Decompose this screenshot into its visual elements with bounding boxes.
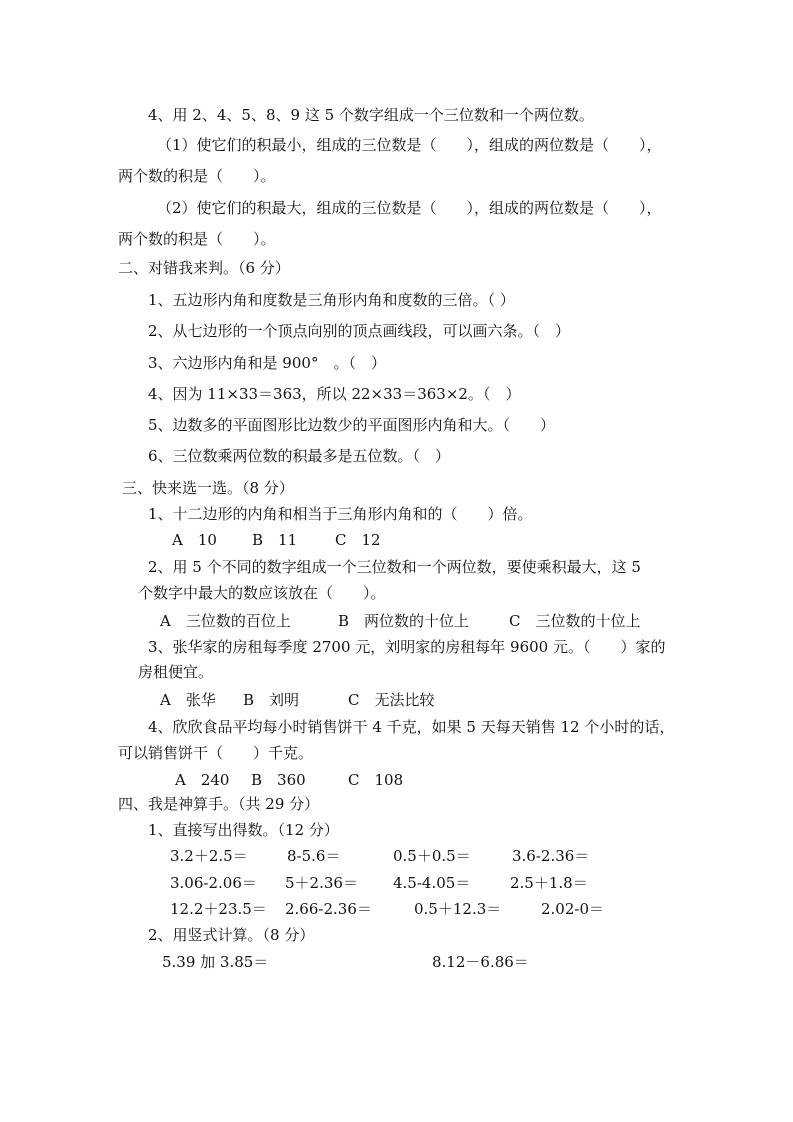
section4-sub2: 2、用竖式计算。（8 分） <box>148 926 315 944</box>
section3-q1: 1、十二边形的内角和相当于三角形内角和的（ ）倍。 <box>148 505 533 523</box>
calc-cell: 2.66-2.36＝ <box>285 900 372 918</box>
section3-q4-line2: 可以销售饼干（ ）千克。 <box>118 744 314 762</box>
section3-q2-line1: 2、用 5 个不同的数字组成一个三位数和一个两位数，要使乘积最大，这 5 <box>148 558 641 576</box>
calc-cell: 8-5.6＝ <box>287 847 341 865</box>
section4-title: 四、我是神算手。（共 29 分） <box>118 795 320 813</box>
calc-cell: 5＋2.36＝ <box>285 874 358 892</box>
q4-stem: 4、用 2、4、5、8、9 这 5 个数字组成一个三位数和一个两位数。 <box>148 106 594 124</box>
section3-q1-option-c: C 12 <box>335 531 381 549</box>
section3-q3-line1: 3、张华家的房租每季度 2700 元，刘明家的房租每年 9600 元。（ ）家的 <box>148 638 666 656</box>
section3-q2-option-b: B 两位数的十位上 <box>338 612 470 630</box>
calc-cell: 3.06-2.06＝ <box>170 874 257 892</box>
q4-part2-line2: 两个数的积是（ ）。 <box>118 230 276 248</box>
section3-q3-option-b: B 刘明 <box>243 691 300 709</box>
section2-item-2: 2、从七边形的一个顶点向别的顶点画线段，可以画六条。（ ） <box>148 322 571 340</box>
section3-q2-line2: 个数字中最大的数应该放在（ ）。 <box>138 584 386 602</box>
section3-q1-option-b: B 11 <box>252 531 298 549</box>
section3-q3-option-a: A 张华 <box>160 691 216 709</box>
section2-item-1: 1、五边形内角和度数是三角形内角和度数的三倍。（ ） <box>148 291 515 309</box>
calc-cell: 2.02-0＝ <box>541 900 605 918</box>
section2-item-4: 4、因为 11×33＝363，所以 22×33＝363×2。（ ） <box>148 385 521 403</box>
section3-q2-option-c: C 三位数的十位上 <box>509 612 641 630</box>
q4-part1-line1: （1）使它们的积最小，组成的三位数是（ ），组成的两位数是（ ）， <box>157 136 662 154</box>
calc-cell: 2.5＋1.8＝ <box>510 874 588 892</box>
section3-q2-option-a: A 三位数的百位上 <box>160 612 291 630</box>
section3-q3-line2: 房租便宜。 <box>138 663 214 681</box>
section3-q4-option-b: B 360 <box>251 771 306 789</box>
section3-q3-option-c: C 无法比较 <box>348 691 435 709</box>
calc-cell: 0.5＋0.5＝ <box>393 847 471 865</box>
section3-q4-option-a: A 240 <box>175 771 230 789</box>
vertical-calc-1: 5.39 加 3.85＝ <box>162 953 269 971</box>
section3-q1-option-a: A 10 <box>172 531 217 549</box>
q4-part2-line1: （2）使它们的积最大，组成的三位数是（ ），组成的两位数是（ ）， <box>157 199 662 217</box>
calc-cell: 4.5-4.05＝ <box>393 874 471 892</box>
section3-title: 三、快来选一选。（8 分） <box>122 479 294 497</box>
calc-cell: 12.2＋23.5＝ <box>170 900 267 918</box>
calc-cell: 3.2＋2.5＝ <box>170 847 248 865</box>
section3-q4-option-c: C 108 <box>348 771 404 789</box>
section2-item-6: 6、三位数乘两位数的积最多是五位数。（ ） <box>148 447 451 465</box>
q4-part1-line2: 两个数的积是（ ）。 <box>118 167 276 185</box>
section2-item-5: 5、边数多的平面图形比边数少的平面图形内角和大。（ ） <box>148 416 556 434</box>
section4-sub1: 1、直接写出得数。（12 分） <box>148 821 339 839</box>
calc-cell: 3.6-2.36＝ <box>512 847 590 865</box>
calc-cell: 0.5＋12.3＝ <box>414 900 502 918</box>
section3-q4-line1: 4、欣欣食品平均每小时销售饼干 4 千克，如果 5 天每天销售 12 个小时的话， <box>148 718 675 736</box>
section2-title: 二、对错我来判。（6 分） <box>118 259 290 277</box>
section2-item-3: 3、六边形内角和是 900° 。（ ） <box>148 354 386 372</box>
vertical-calc-2: 8.12－6.86＝ <box>432 953 529 971</box>
